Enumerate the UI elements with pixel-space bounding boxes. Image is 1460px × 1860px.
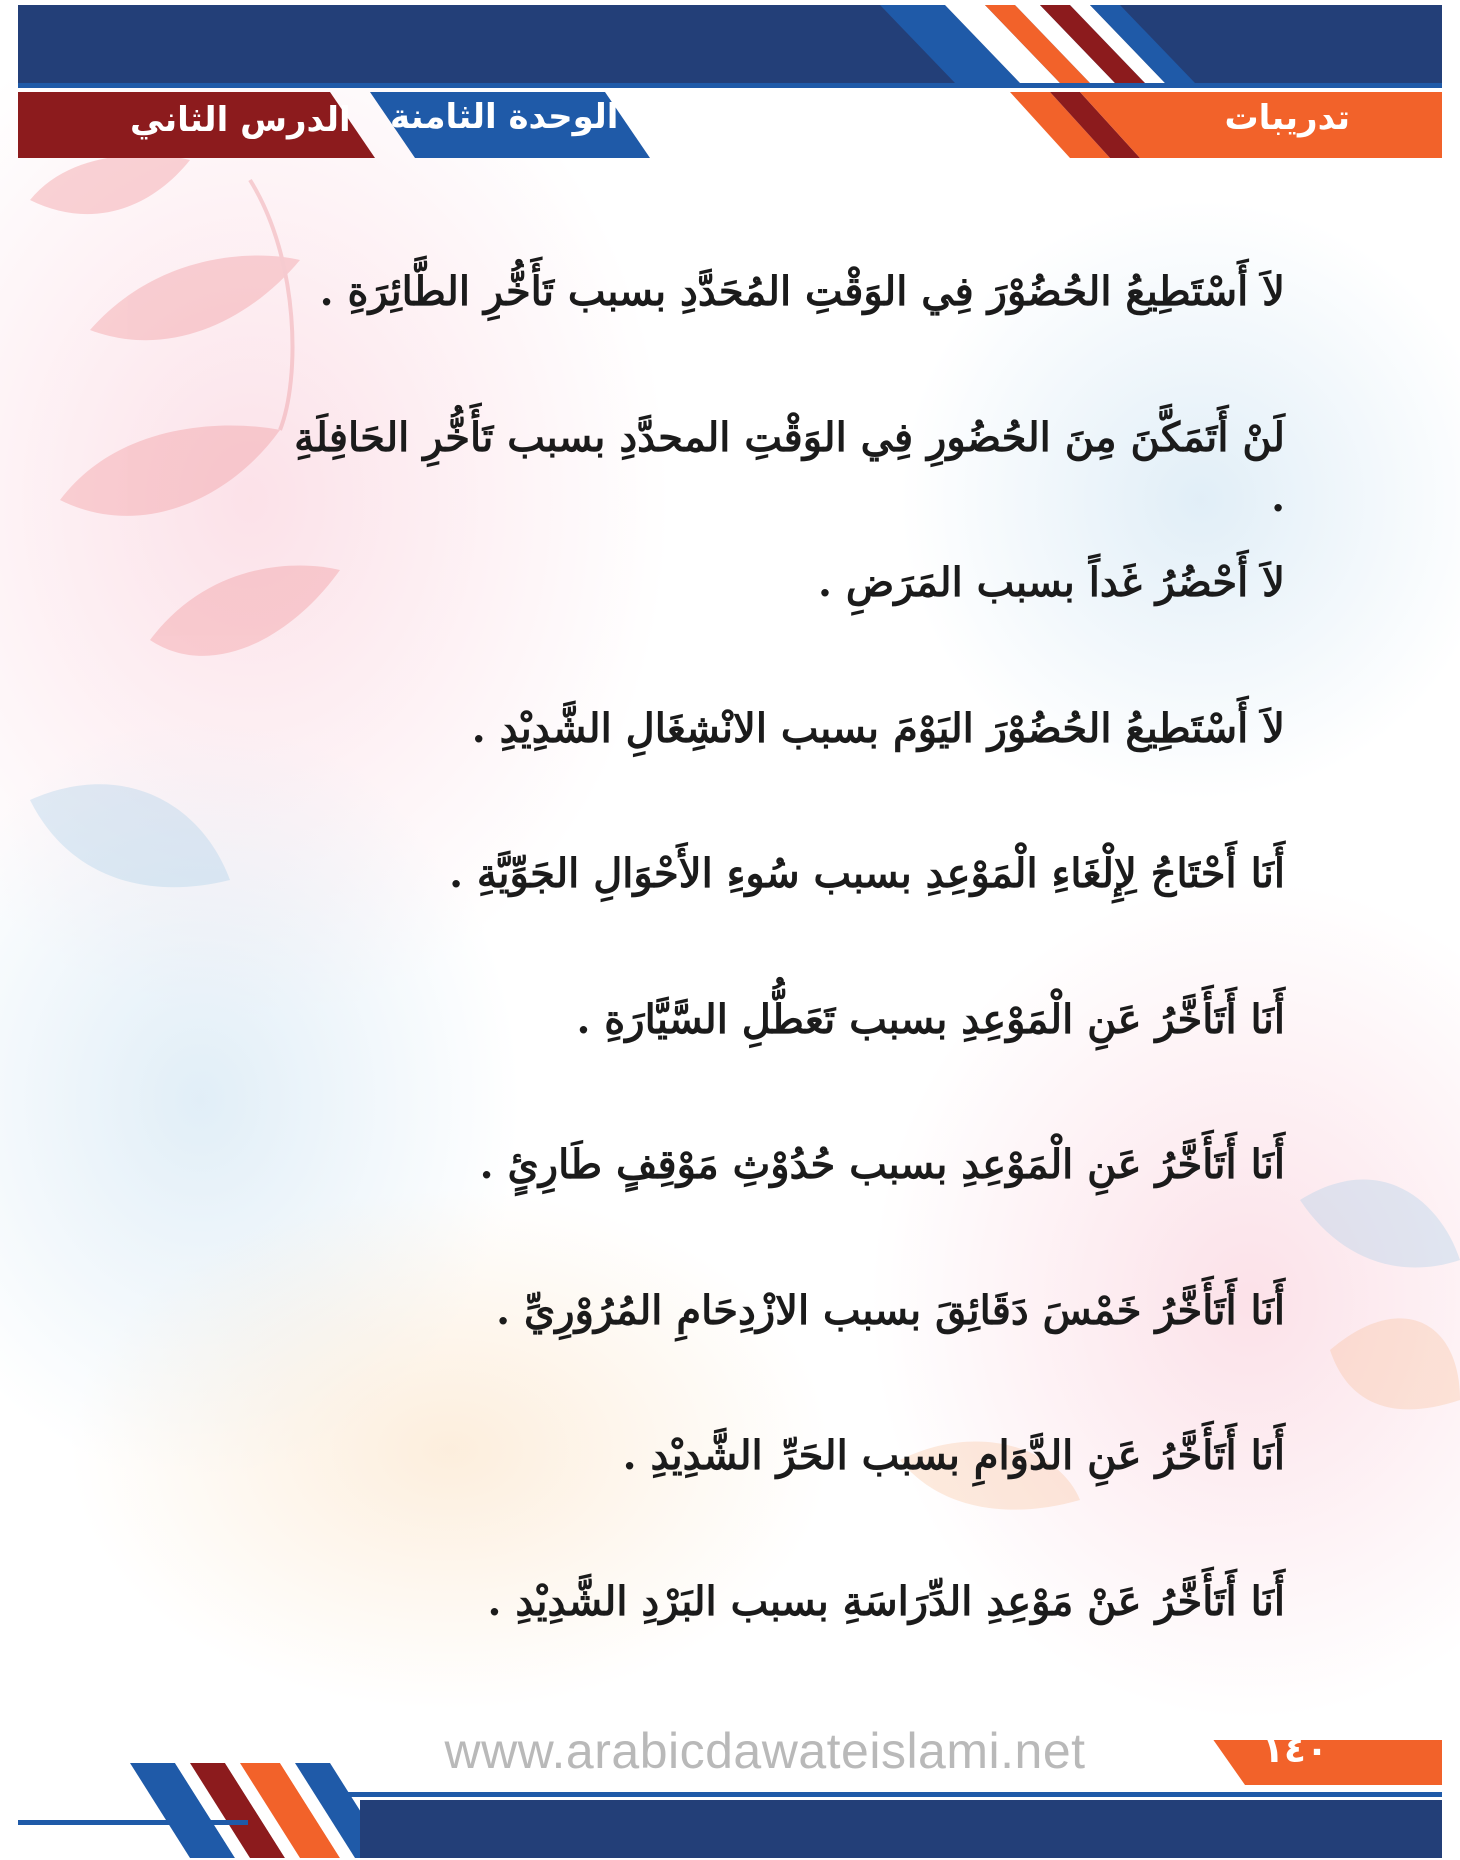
sentence-9: أَنَا أَتَأَخَّرُ عَنِ الدَّوَامِ بسبب الحَرِّ الشَّدِيْدِ .	[622, 1432, 1285, 1479]
sentence-7: أَنَا أَتَأَخَّرُ عَنِ الْمَوْعِدِ بسبب حُدُوْثِ مَوْقِفٍ طَارِئٍ .	[479, 1141, 1285, 1188]
sentence-list	[285, 262, 1285, 1717]
sentence-1: لاَ أَسْتَطِيعُ الحُضُوْرَ فِي الوَقْتِ المُحَدَّدِ بسبب تَأَخُّرِ الطَّائِرَةِ .	[319, 268, 1285, 315]
sentence-6: أَنَا أَتَأَخَّرُ عَنِ الْمَوْعِدِ بسبب تَعَطُّلِ السَّيَّارَةِ .	[576, 995, 1285, 1043]
unit-label: الوحدة الثامنة	[390, 97, 619, 137]
sentence-4: لاَ أَسْتَطِيعُ الحُضُوْرَ اليَوْمَ بسبب الانْشِغَالِ الشَّدِيْدِ .	[471, 704, 1285, 752]
page-number: ١٤٠	[1262, 1730, 1328, 1771]
sentence-8: أَنَا أَتَأَخَّرُ خَمْسَ دَقَائِقَ بسبب الازْدِحَامِ المُرُوْرِيِّ .	[496, 1286, 1285, 1334]
watermark-url: www.arabicdawateislami.net	[444, 1723, 1086, 1779]
header-banner	[0, 0, 1460, 170]
sentence-2: لَنْ أَتَمَكَّنَ مِنَ الحُضُورِ فِي الوَقْتِ المحدَّدِ بسبب تَأَخُّرِ الحَافِلَةِ .	[294, 413, 1285, 521]
sentence-5: أَنَا أَحْتَاجُ لِإِلْغَاءِ الْمَوْعِدِ بسبب سُوءِ الأَحْوَالِ الجَوِّيَّةِ .	[449, 850, 1285, 897]
exercises-label: تدريبات	[1224, 98, 1350, 138]
lesson-label: الدرس الثاني	[130, 100, 351, 140]
sentence-10: أَنَا أَتَأَخَّرُ عَنْ مَوْعِدِ الدِّرَاسَةِ بسبب البَرْدِ الشَّدِيْدِ .	[487, 1577, 1285, 1625]
sentence-3: لاَ أَحْضُرُ غَداً بسبب المَرَضِ .	[817, 559, 1285, 606]
